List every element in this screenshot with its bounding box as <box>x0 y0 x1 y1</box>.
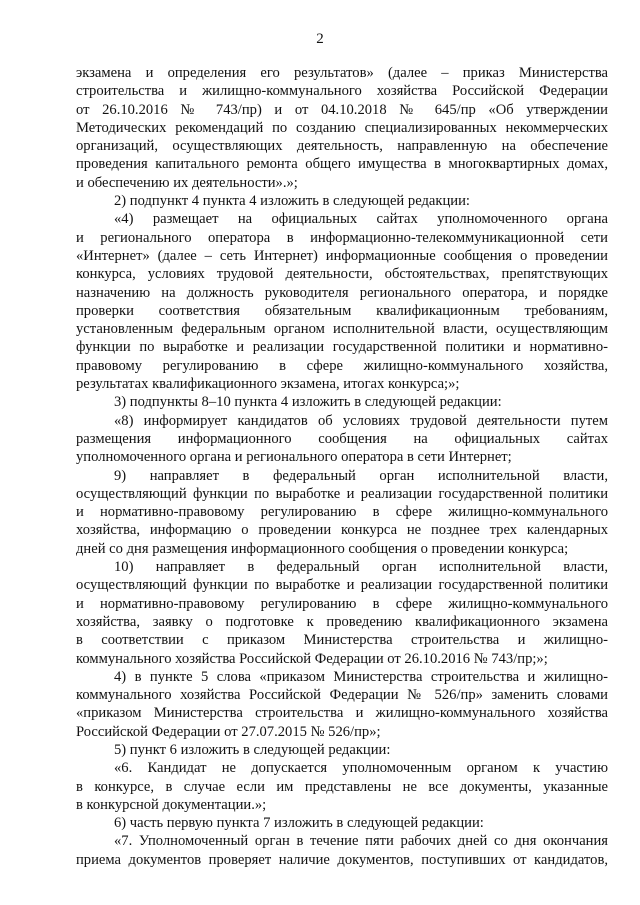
text-line: «приказом Министерства строительства и жилищно-коммунального хозяйства <box>76 705 608 722</box>
text-line: размещения информационного сообщения на официальных сайтах <box>76 430 608 447</box>
text-line: «6. Кандидат не допускается уполномоченным органом к участию <box>114 760 608 777</box>
text-line: проверки соответствия обязательным квалификационным требованиям, <box>76 302 608 319</box>
text-line: приема документов проверяет наличие документов, поступивших от кандидатов, <box>76 851 608 868</box>
text-line: проведения капитального ремонта общего имущества в многоквартирных домах, <box>76 156 608 173</box>
text-line: функции по выработке и реализации государственной политики и нормативно- <box>76 339 608 356</box>
text-line: 9) направляет в федеральный орган исполнительной власти, <box>114 467 608 484</box>
text-line: 3) подпункты 8–10 пункта 4 изложить в следующей редакции: <box>114 394 502 411</box>
text-line: в конкурсе, в случае если им представлены не все документы, указанные <box>76 778 608 795</box>
text-line: осуществляющий функции по выработке и реализации государственной политики <box>76 485 608 502</box>
text-line: в конкурсной документации.»; <box>76 796 267 813</box>
text-line: и регионального оператора в информационно-телекоммуникационной сети <box>76 229 608 246</box>
text-line: и нормативно-правовому регулированию в сфере жилищно-коммунального <box>76 504 608 521</box>
text-line: Методических рекомендаций по созданию специализированных некоммерческих <box>76 119 608 136</box>
text-line: «7. Уполномоченный орган в течение пяти рабочих дней со дня окончания <box>114 833 608 850</box>
text-line: организаций, осуществляющих деятельность, направленную на обеспечение <box>76 138 608 155</box>
text-line: дней со дня размещения информационного сообщения о проведении конкурса; <box>76 540 569 557</box>
text-line: 5) пункт 6 изложить в следующей редакции: <box>114 741 391 758</box>
text-line: установленным федеральным органом исполнительной власти, осуществляющим <box>76 321 608 338</box>
text-line: результатах квалификационного экзамена, итогах конкурса;»; <box>76 376 460 393</box>
text-line: от 26.10.2016 № 743/пр) и от 04.10.2018 № 645/пр «Об утверждении <box>76 101 608 118</box>
text-line: хозяйства, заявку о подготовке к проведению квалификационного экзамена <box>76 613 608 630</box>
text-line: правовому регулированию в сфере жилищно-коммунального хозяйства, <box>76 357 608 374</box>
page-number: 2 <box>316 31 324 47</box>
text-line: в соответствии с приказом Министерства строительства и жилищно- <box>76 632 608 649</box>
text-line: назначению на должность руководителя регионального оператора, и порядке <box>76 284 608 301</box>
text-line: коммунального хозяйства Российской Федерации № 526/пр» заменить словами <box>76 687 608 704</box>
text-line: 10) направляет в федеральный орган исполнительной власти, <box>114 559 608 576</box>
text-line: Российской Федерации от 27.07.2015 № 526/пр»; <box>76 723 381 740</box>
text-line: и обеспечению их деятельности».»; <box>76 174 298 191</box>
text-line: уполномоченного органа и регионального оператора в сети Интернет; <box>76 449 512 466</box>
document-body <box>76 64 608 869</box>
text-line: 4) в пункте 5 слова «приказом Министерства строительства и жилищно- <box>114 668 608 685</box>
text-line: осуществляющий функции по выработке и реализации государственной политики <box>76 577 608 594</box>
text-line: 6) часть первую пункта 7 изложить в следующей редакции: <box>114 815 484 832</box>
text-line: 2) подпункт 4 пункта 4 изложить в следующей редакции: <box>114 193 470 210</box>
text-line: строительства и жилищно-коммунального хозяйства Российской Федерации <box>76 83 608 100</box>
text-line: хозяйства, информацию о проведении конкурса не позднее трех календарных <box>76 522 608 539</box>
text-line: коммунального хозяйства Российской Федерации от 26.10.2016 № 743/пр;»; <box>76 650 548 667</box>
text-line: экзамена и определения его результатов» (далее – приказ Министерства <box>76 65 608 81</box>
text-line: «4) размещает на официальных сайтах уполномоченного органа <box>114 211 608 228</box>
text-line: и нормативно-правовому регулированию в сфере жилищно-коммунального <box>76 595 608 612</box>
text-line: конкурса, условиях трудовой деятельности, обстоятельствах, препятствующих <box>76 266 608 283</box>
text-line: «8) информирует кандидатов об условиях трудовой деятельности путем <box>114 412 608 429</box>
text-line: «Интернет» (далее – сеть Интернет) информационные сообщения о проведении <box>76 247 608 264</box>
